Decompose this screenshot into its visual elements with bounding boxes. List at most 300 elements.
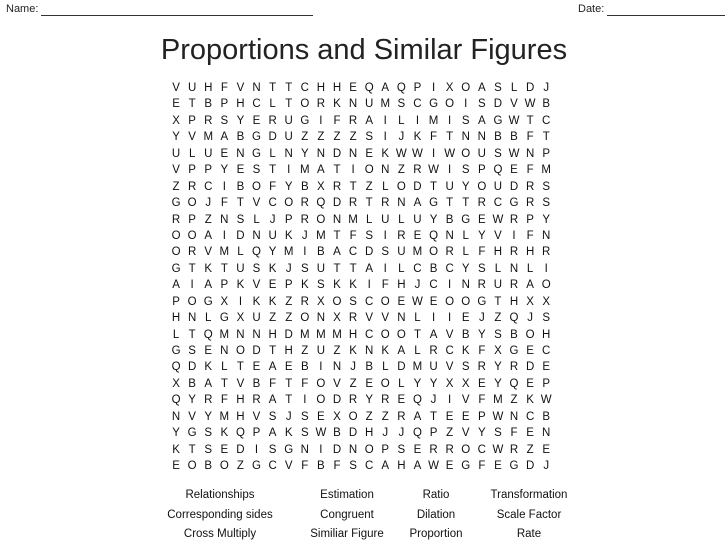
grid-letter: H — [268, 328, 277, 341]
grid-letter: K — [526, 394, 534, 407]
grid-letter: C — [477, 443, 486, 456]
grid-letter: M — [300, 164, 310, 177]
grid-letter: L — [414, 345, 421, 357]
grid-letter: O — [364, 164, 374, 177]
grid-letter: K — [268, 262, 277, 275]
grid-letter: U — [268, 229, 277, 242]
grid-letter: E — [365, 377, 373, 390]
grid-letter: T — [285, 98, 293, 111]
grid-letter: B — [188, 377, 196, 390]
grid-letter: F — [526, 229, 534, 242]
grid-letter: O — [541, 279, 551, 292]
grid-letter: J — [398, 131, 405, 144]
grid-letter: Z — [333, 345, 341, 357]
grid-letter: J — [285, 262, 292, 275]
grid-letter: Z — [526, 443, 534, 456]
grid-letter: B — [429, 262, 438, 275]
grid-letter: T — [333, 229, 341, 242]
grid-letter: P — [542, 377, 551, 390]
grid-letter: W — [492, 443, 504, 456]
grid-letter: A — [365, 262, 373, 275]
grid-letter: X — [317, 295, 325, 308]
grid-letter: X — [220, 295, 229, 308]
grid-letter: D — [493, 98, 503, 111]
grid-letter: T — [188, 98, 196, 111]
grid-letter: W — [428, 460, 439, 473]
grid-letter: Q — [429, 229, 439, 242]
grid-letter: J — [350, 361, 356, 374]
grid-letter: J — [398, 427, 405, 440]
word-bank-item: Scale Factor — [496, 508, 562, 521]
grid-letter: V — [252, 410, 261, 423]
grid-letter: Q — [203, 328, 213, 341]
grid-letter: T — [269, 345, 277, 357]
grid-letter: M — [219, 410, 230, 423]
grid-letter: L — [398, 377, 405, 390]
grid-letter: Q — [396, 82, 406, 94]
grid-letter: I — [431, 147, 436, 160]
grid-letter: Y — [365, 394, 373, 407]
grid-letter: R — [445, 246, 454, 259]
grid-letter: Z — [365, 180, 373, 193]
grid-letter: U — [316, 345, 326, 357]
grid-letter: C — [365, 295, 374, 308]
grid-letter: H — [365, 427, 374, 440]
grid-letter: B — [236, 180, 245, 193]
grid-letter: H — [204, 82, 213, 94]
grid-letter: N — [477, 131, 486, 144]
grid-letter: H — [316, 82, 326, 94]
grid-letter: V — [365, 312, 373, 325]
grid-letter: G — [429, 197, 439, 210]
grid-letter: R — [509, 246, 519, 259]
grid-letter: E — [220, 147, 229, 160]
grid-letter: A — [381, 82, 390, 94]
grid-letter: M — [428, 114, 439, 127]
grid-letter: V — [236, 377, 245, 390]
grid-letter: Y — [220, 164, 229, 177]
grid-letter: F — [269, 180, 277, 193]
grid-letter: R — [381, 394, 390, 407]
grid-letter: I — [415, 114, 420, 127]
grid-letter: I — [190, 279, 194, 292]
grid-letter: G — [171, 345, 181, 357]
grid-letter: R — [204, 114, 213, 127]
name-field — [6, 2, 313, 16]
grid-letter: R — [348, 114, 358, 127]
grid-letter: Y — [494, 361, 502, 374]
grid-letter: S — [349, 295, 357, 308]
grid-letter: S — [300, 410, 309, 423]
grid-letter: P — [542, 147, 551, 160]
grid-letter: Z — [446, 427, 454, 440]
grid-letter: B — [461, 328, 470, 341]
grid-letter: E — [172, 460, 180, 473]
grid-letter: L — [253, 213, 260, 226]
grid-letter: L — [414, 312, 421, 325]
grid-letter: R — [204, 394, 213, 407]
grid-letter: B — [365, 361, 373, 374]
grid-letter: S — [268, 410, 277, 423]
grid-letter: S — [542, 180, 551, 193]
grid-letter: Q — [252, 246, 261, 259]
grid-letter: E — [461, 410, 470, 423]
grid-letter: A — [526, 279, 534, 292]
grid-letter: S — [300, 427, 309, 440]
grid-letter: I — [448, 164, 452, 177]
grid-letter: O — [445, 295, 455, 308]
grid-letter: S — [477, 262, 486, 275]
grid-letter: V — [381, 312, 390, 325]
grid-letter: X — [494, 345, 502, 357]
grid-letter: S — [236, 213, 245, 226]
grid-letter: I — [383, 229, 387, 242]
grid-letter: P — [413, 82, 422, 94]
grid-letter: F — [349, 229, 357, 242]
grid-letter: F — [478, 460, 486, 473]
grid-letter: I — [431, 312, 436, 325]
grid-letter: B — [204, 98, 213, 111]
grid-letter: V — [461, 427, 470, 440]
grid-letter: N — [509, 410, 519, 423]
grid-letter: N — [348, 147, 358, 160]
grid-letter: U — [381, 213, 390, 226]
grid-letter: F — [478, 345, 486, 357]
grid-letter: M — [300, 328, 310, 341]
grid-letter: C — [429, 279, 438, 292]
grid-letter: R — [381, 197, 390, 210]
grid-letter: I — [287, 164, 291, 177]
grid-letter: U — [493, 279, 503, 292]
grid-letter: Y — [284, 180, 293, 193]
grid-letter: D — [332, 147, 342, 160]
grid-letter: J — [478, 312, 485, 325]
grid-letter: B — [510, 131, 518, 144]
grid-letter: S — [365, 131, 373, 144]
grid-letter: U — [477, 147, 486, 160]
grid-letter: V — [461, 394, 470, 407]
grid-letter: X — [172, 114, 180, 127]
grid-letter: G — [461, 213, 471, 226]
grid-letter: R — [509, 361, 519, 374]
grid-letter: I — [383, 262, 387, 275]
grid-letter: B — [300, 361, 309, 374]
grid-letter: A — [381, 460, 390, 473]
grid-letter: N — [332, 213, 342, 226]
grid-letter: E — [526, 427, 534, 440]
grid-letter: Z — [349, 377, 357, 390]
grid-letter: E — [397, 394, 406, 407]
grid-letter: K — [284, 229, 293, 242]
grid-letter: F — [333, 114, 341, 127]
grid-letter: O — [187, 295, 197, 308]
grid-letter: T — [446, 131, 454, 144]
grid-letter: I — [448, 394, 452, 407]
grid-letter: I — [303, 394, 307, 407]
grid-letter: Y — [477, 328, 486, 341]
grid-letter: G — [461, 460, 471, 473]
grid-letter: M — [203, 131, 214, 144]
grid-letter: E — [236, 164, 245, 177]
grid-letter: P — [381, 443, 390, 456]
grid-letter: R — [429, 345, 438, 357]
grid-letter: N — [220, 213, 229, 226]
grid-letter: O — [171, 246, 181, 259]
word-bank-item: Proportion — [409, 528, 463, 540]
grid-letter: K — [413, 131, 422, 144]
grid-letter: X — [445, 377, 454, 390]
grid-letter: F — [510, 427, 518, 440]
grid-letter: L — [269, 98, 276, 111]
grid-letter: Z — [365, 410, 373, 423]
date-field — [578, 2, 725, 16]
grid-letter: J — [205, 197, 212, 210]
grid-letter: S — [494, 147, 502, 160]
grid-letter: S — [494, 82, 502, 94]
grid-letter: B — [542, 410, 551, 423]
grid-letter: O — [396, 328, 406, 341]
grid-letter: T — [188, 262, 196, 275]
grid-letter: Z — [317, 131, 325, 144]
grid-letter: P — [477, 410, 486, 423]
grid-letter: N — [316, 147, 326, 160]
grid-letter: W — [492, 213, 504, 226]
grid-letter: N — [220, 345, 229, 357]
grid-letter: D — [348, 427, 358, 440]
grid-letter: A — [333, 246, 341, 259]
grid-letter: Y — [268, 246, 277, 259]
grid-letter: I — [319, 443, 323, 456]
grid-letter: T — [285, 394, 293, 407]
grid-letter: N — [284, 147, 293, 160]
grid-letter: O — [187, 197, 197, 210]
grid-letter: P — [188, 114, 196, 127]
grid-letter: W — [540, 394, 552, 407]
grid-letter: L — [462, 246, 469, 259]
grid-letter: H — [493, 246, 503, 259]
grid-letter: L — [237, 246, 244, 259]
grid-letter: D — [413, 180, 422, 193]
grid-letter: D — [236, 229, 245, 242]
grid-letter: B — [445, 213, 454, 226]
grid-letter: N — [365, 345, 374, 357]
grid-letter: N — [445, 229, 454, 242]
grid-letter: I — [351, 164, 355, 177]
grid-letter: O — [235, 345, 245, 357]
grid-letter: A — [365, 114, 373, 127]
grid-letter: N — [252, 229, 261, 242]
grid-letter: P — [477, 164, 486, 177]
grid-letter: G — [171, 262, 181, 275]
grid-letter: X — [542, 295, 551, 308]
grid-letter: B — [204, 460, 213, 473]
grid-letter: E — [477, 377, 486, 390]
grid-letter: S — [542, 197, 551, 210]
grid-letter: P — [204, 164, 213, 177]
grid-letter: N — [461, 131, 470, 144]
grid-letter: H — [332, 82, 342, 94]
grid-letter: D — [268, 131, 277, 144]
grid-letter: G — [300, 114, 310, 127]
grid-letter: H — [284, 345, 293, 357]
grid-letter: Y — [429, 213, 438, 226]
grid-letter: Z — [494, 312, 502, 325]
grid-letter: F — [220, 197, 228, 210]
grid-letter: H — [236, 410, 245, 423]
grid-letter: L — [398, 262, 405, 275]
grid-letter: H — [525, 246, 535, 259]
grid-letter: I — [448, 312, 452, 325]
grid-letter: A — [204, 279, 213, 292]
grid-letter: U — [316, 262, 326, 275]
grid-letter: G — [284, 443, 294, 456]
grid-letter: J — [285, 410, 292, 423]
grid-letter: E — [542, 361, 551, 374]
grid-letter: C — [445, 345, 454, 357]
grid-letter: X — [236, 312, 245, 325]
grid-letter: H — [348, 328, 358, 341]
grid-letter: M — [219, 246, 230, 259]
grid-letter: N — [236, 328, 245, 341]
grid-letter: H — [397, 279, 406, 292]
grid-letter: M — [219, 328, 230, 341]
grid-letter: U — [284, 114, 293, 127]
grid-letter: A — [477, 114, 486, 127]
grid-letter: U — [284, 131, 293, 144]
grid-letter: Y — [477, 427, 486, 440]
grid-letter: A — [413, 410, 422, 423]
grid-letter: G — [477, 295, 487, 308]
grid-letter: A — [413, 197, 422, 210]
grid-letter: M — [348, 213, 358, 226]
grid-letter: D — [525, 460, 535, 473]
grid-letter: A — [220, 131, 229, 144]
grid-letter: T — [526, 114, 534, 127]
grid-letter: R — [413, 164, 422, 177]
grid-letter: T — [285, 377, 293, 390]
grid-letter: J — [414, 279, 421, 292]
grid-letter: O — [300, 98, 310, 111]
grid-letter: J — [269, 213, 276, 226]
grid-letter: U — [413, 213, 422, 226]
grid-letter: N — [525, 147, 535, 160]
grid-letter: D — [236, 443, 245, 456]
grid-letter: K — [252, 295, 261, 308]
grid-letter: M — [412, 361, 423, 374]
grid-letter: B — [236, 131, 245, 144]
grid-letter: K — [461, 345, 470, 357]
grid-letter: R — [509, 443, 519, 456]
grid-letter: Q — [235, 427, 245, 440]
grid-letter: V — [252, 279, 261, 292]
grid-letter: I — [303, 246, 307, 259]
grid-letter: R — [477, 361, 486, 374]
grid-letter: K — [204, 262, 213, 275]
grid-letter: S — [542, 312, 551, 325]
grid-letter: F — [478, 394, 486, 407]
grid-letter: N — [397, 312, 406, 325]
grid-letter: S — [188, 345, 196, 357]
grid-letter: C — [542, 345, 551, 357]
grid-letter: Q — [171, 361, 181, 374]
grid-letter: S — [317, 279, 325, 292]
grid-letter: O — [252, 180, 261, 193]
grid-letter: W — [412, 147, 423, 160]
grid-letter: B — [333, 427, 341, 440]
grid-letter: T — [188, 328, 196, 341]
grid-letter: K — [284, 427, 293, 440]
grid-letter: E — [317, 410, 325, 423]
grid-letter: G — [252, 460, 261, 473]
word-bank-item: Corresponding sides — [167, 508, 273, 521]
grid-letter: B — [252, 377, 261, 390]
grid-letter: T — [269, 82, 277, 94]
grid-letter: R — [348, 197, 358, 210]
grid-letter: D — [252, 345, 261, 357]
grid-letter: U — [204, 147, 213, 160]
grid-letter: J — [301, 229, 308, 242]
grid-letter: O — [219, 460, 229, 473]
grid-letter: Z — [301, 345, 309, 357]
grid-letter: K — [349, 345, 357, 357]
grid-letter: E — [268, 279, 277, 292]
grid-letter: Z — [301, 131, 309, 144]
grid-letter: F — [220, 394, 228, 407]
grid-letter: O — [429, 246, 439, 259]
grid-letter: B — [317, 460, 325, 473]
grid-letter: W — [524, 98, 536, 111]
grid-letter: R — [509, 213, 519, 226]
grid-letter: O — [171, 229, 181, 242]
grid-letter: B — [494, 131, 502, 144]
grid-letter: Y — [172, 427, 180, 440]
grid-letter: E — [252, 361, 261, 374]
grid-letter: N — [348, 98, 358, 111]
grid-letter: R — [348, 312, 358, 325]
grid-letter: I — [222, 180, 226, 193]
grid-letter: G — [509, 197, 519, 210]
grid-letter: W — [428, 164, 439, 177]
grid-letter: E — [494, 460, 502, 473]
grid-letter: Q — [509, 312, 519, 325]
word-bank-item: Transformation — [490, 489, 568, 501]
word-bank-item: Ratio — [422, 489, 450, 501]
grid-letter: F — [220, 82, 228, 94]
grid-letter: E — [445, 460, 454, 473]
word-bank-item: Congruent — [320, 508, 374, 521]
grid-letter: X — [461, 377, 470, 390]
grid-letter: M — [316, 229, 326, 242]
grid-letter: W — [315, 427, 327, 440]
grid-letter: X — [172, 377, 180, 390]
grid-letter: D — [509, 180, 519, 193]
grid-letter: E — [526, 345, 534, 357]
grid-letter: I — [383, 131, 387, 144]
grid-letter: E — [204, 345, 213, 357]
grid-letter: Q — [171, 394, 181, 407]
grid-letter: E — [284, 361, 293, 374]
grid-letter: M — [541, 164, 551, 177]
grid-letter: M — [316, 328, 326, 341]
grid-letter: N — [236, 147, 245, 160]
grid-letter: I — [512, 229, 516, 242]
grid-letter: X — [317, 180, 325, 193]
grid-letter: Y — [188, 394, 196, 407]
grid-letter: N — [397, 197, 406, 210]
grid-letter: W — [508, 114, 520, 127]
grid-letter: O — [348, 410, 358, 423]
grid-letter: D — [397, 361, 406, 374]
